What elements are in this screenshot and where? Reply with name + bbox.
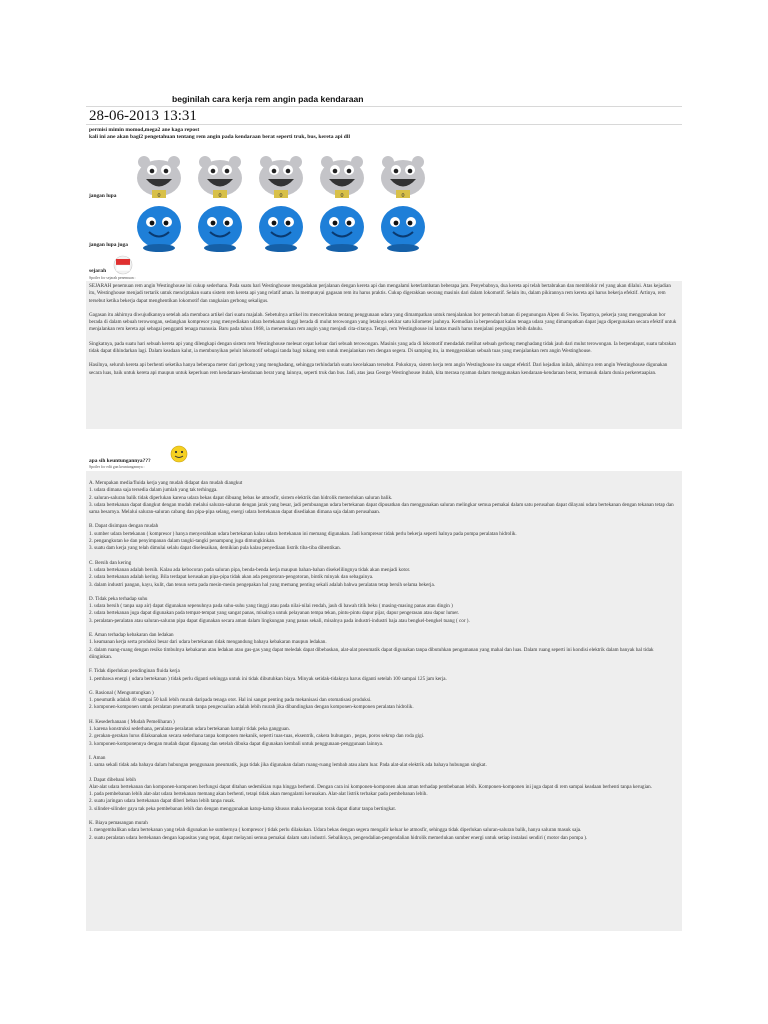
- benefit-item: 3. peralatan-peralatan atau saluran-saluran pipa dapat digunakan secara aman dalam lingkungan yang panas sekali, misalnya pada industri-industri baja atau bengkel-bengkel tuang ( cor ).: [89, 617, 470, 624]
- benefit-item: 3. udara bertekanan dapat diangkut dengan mudah melalui saluran-saluran dengan jarak yang besar, jadi pembuangan udara bertekanan dapat dipusatkan dan menggunakan saluran melingkar semua pemakai dalam satu perusahan dapat dilayani udara bertekanan dengan tekanan tetap dan sama besarnya. Melalui saluran-saluran cabang dan pipa-pipa selang, energi udara bertekanan dapat disediakan dimana saja dalam perusahaan.: [89, 501, 674, 516]
- flag-icon: [110, 254, 136, 276]
- emote-badge: 0: [401, 193, 405, 199]
- benefit-item: 1. karena konstruksi sederhana, peralatan-peralatan udara bertekanan hampir tidak peka gangguan.: [89, 726, 290, 733]
- benefit-item: 1. pembawa energi ( udara bertekanan ) tidak perlu diganti sehingga untuk ini tidak dibutuhkan biaya. Minyak setidak-tidaknya harus diganti setelah 100 sampai 125 jam kerja.: [89, 675, 447, 682]
- benefit-heading: E. Aman terhadap kebakaran dan ledakan: [89, 632, 174, 639]
- paragraph: SEJARAH penemuan rem angin Westinghouse ini cukup sederhana. Pada suatu hari Westinghouse mengadakan perjalanan dengan kereta api dan mengalami keterlambatan beberapa jam. Penyebabnya, dua kereta api telah bertabrakan dan memblokir rel yang akan dilalui. Atas kejadian itu, Westinghouse menjadi tertarik untuk menciptakan suatu sistem rem kereta api yang relatif aman. Ia mempunyai gagasan rem itu harus praktis. Cukup digerakkan seorang masinis dari dalam lokomotif. Selain itu, dalam pikirannya rem kereta api harus bekerja efektif. Artinya, rem tersebut ketika bekerja dapat menghentikan lokomotif dan rangkaian gerbong sekaligus.: [89, 283, 671, 304]
- emote-badge: 0: [218, 193, 222, 199]
- benefit-item: 1. mengembalikan udara bertekanan yang telah digunakan ke sumbernya ( kompresor ) tidak perlu dilakukan. Udara bekas dengan segera mengalir keluar ke atmosfir, sehingga tidak diperlukan saluran-saluran balik, hanya saluran masuk saja.: [89, 827, 582, 834]
- spoiler-label-sejarah[interactable]: Spoiler for sejarah penemuan :: [89, 276, 136, 280]
- gray-grin-emote-icon: [256, 148, 306, 200]
- benefit-item: 1. sumber udara bertekanan ( kompresor ) hanya menyerahkan udara bertekanan kalau udara bertekanan ini memang digunakan. Jadi kompresor tidak perlu bekerja seperti halnya pada pompa peralatan hidrolik.: [89, 530, 517, 537]
- benefit-item: 1. pneumatik adalah 40 sampai 50 kali lebih murah daripada tenaga otot. Hal ini sangat penting pada mekanisasi dan otomatisasi produksi.: [89, 697, 372, 704]
- blue-smile-emote-icon: [256, 200, 306, 252]
- benefit-item: 2. pengangkutan ke dan penyimpanan dalam tangki-tangki penampung juga dimungkinkan.: [89, 538, 276, 545]
- benefit-heading: G. Rasional ( Menguntungkan ): [89, 689, 154, 696]
- benefits-list: [89, 480, 677, 842]
- gray-grin-emote-icon: [378, 148, 428, 200]
- blue-smile-emote-icon: [378, 200, 428, 252]
- benefit-item: 3. silinder-silinder gaya tak peka pembebanan lebih dan dengan menggunakan katup-katup khusus maka kecepatan torak dapat diatur tanpa bertingkat.: [89, 805, 397, 812]
- benefit-item: 3. suatu dam kerja yang telah dimulai selalu dapat diselesaikan, demikian pula kalau penyediaan listrik tiba-tiba dihentikan.: [89, 545, 341, 552]
- divider: [86, 124, 682, 125]
- spoiler-label-keuntungan[interactable]: Spoiler for edit gan keuntungannya :: [89, 465, 145, 469]
- blue-smile-emote-icon: [195, 200, 245, 252]
- emote-badge: 0: [157, 193, 161, 199]
- blue-smile-emote-icon: [317, 200, 367, 252]
- benefit-item: 1. udara dimana saja tersedia dalam jumlah yang tak terhingga.: [89, 487, 218, 494]
- emote-badge: 0: [279, 193, 283, 199]
- benefit-heading: A. Merupakan media/fluida kerja yang mudah didapat dan mudah diangkut: [89, 480, 243, 486]
- benefit-item: 3. komponen-komponennya dengan mudah dapat dipasang dan setelah dibuka dapat digunakan kembali untuk penggunaan-penggunaan lainnya.: [89, 740, 384, 747]
- benefit-item: 2. gerakan-gerakan lurus dilaksanakan secara sederhana tanpa komponen mekanik, seperti tuas-tuas, eksentrik, cakera bubungan , pegas, poros sekrup dan roda gigi.: [89, 733, 425, 740]
- benefit-heading: K. Biaya pemasangan murah: [89, 819, 148, 826]
- benefit-heading: B. Dapat disimpan dengan mudah: [89, 523, 159, 530]
- row-label-blue: jangan lupa juga: [89, 242, 128, 248]
- section-caption-sejarah: sejarah: [89, 268, 107, 274]
- benefit-item: 1. udara bersih ( tanpa uap air) dapat digunakan sepenuhnya pada suhu-suhu yang tinggi atau pada nilai-nilai rendah, jauh di bawah titik beku ( masing-masing panas atau dingin ): [89, 603, 453, 610]
- benefit-item: 3. dalam industri pangan, kayu, kulit, dan tenun serta pada mesin-mesin pengepakan hal yang memang penting sekali adalah bahwa peralatan tetap bersih selama bekerja.: [89, 581, 435, 588]
- gray-grin-emote-icon: [195, 148, 245, 200]
- benefit-heading: C. Bersih dan kering: [89, 559, 132, 566]
- benefit-item: 2. udara bertekanan adalah kering. Bila terdapat kerusakan pipa-pipa tidak akan ada pengotoran-pengotoran, bintik minyak dan sebagainya.: [89, 574, 374, 581]
- intro-line-2: kali ini ane akan bagi2 pengetahuan tentang rem angin pada kendaraan berat seperti truk, bus, kereta api dll: [89, 134, 351, 140]
- benefit-item: 2. saluran-saluran balik tidak diperlukan karena udara bekas dapat dibuang bebas ke atmosfir, sistem elektrik dan hidrolik memerlukan saluran balik.: [89, 494, 393, 501]
- emote-badge: 0: [340, 193, 344, 199]
- sejarah-text: [89, 283, 677, 377]
- page-heading: beginilah cara kerja rem angin pada kendaraan: [172, 94, 364, 104]
- paragraph: Hasilnya, seluruh kereta api berhenti seketika hanya beberapa meter dari gerbong yang menghadang, sehingga terhindarlah suatu kecelakaan tersebut. Pokoknya, sistem kerja rem angin Westinghouse itu sangat efektif. Dari kejadian inilah, akhirnya rem angin Westinghouse digunakan secara luas, baik untuk kereta api maupun untuk keperluan rem kendaraan-kendaraan berat yang lainnya, seperti truk dan bus. Jadi, atas jasa George Westinghouse itulah, kita merasa nyaman dalam menggunakan kendaraan-kendaraan berat, termasuk dalam dunia perkeretaapian.: [89, 362, 668, 376]
- gray-emote-row: [134, 148, 428, 200]
- benefit-heading: H. Kesederhanaan ( Mudah Pemeliharan ): [89, 718, 175, 725]
- gray-grin-emote-icon: [134, 148, 184, 200]
- benefit-heading: F. Tidak diperlukan pendinginan fluida kerja: [89, 668, 180, 675]
- divider: [86, 106, 682, 107]
- section-caption-keuntungan: apa sih keuntungannya???: [89, 458, 151, 464]
- benefit-heading: D. Tidak peka terhadap suhu: [89, 595, 148, 602]
- row-label-gray: jangan lupa: [89, 193, 117, 199]
- paragraph: Gagasan itu akhirnya diwujudkannya setelah ada membaca artikel dari suatu majalah. Sebetulnya artikel itu menceritakan tentang penggunaan udara yang dimampatkan untuk menjalankan bor pemecah batuan di pegunungan Alpen di Swiss. Tepatnya, pekerja yang menggunakan bor berada di dalam sebuah terowongan, sedangkan kompresor yang menyediakan udara bertekanan tinggi berada di mulut terowongan yang letaknya sekitar satu kilometer jauhnya. Kemudian ia berpendapat kalau tenaga udara yang dimampatkan dapat juga dipergunakan secara efektif untuk menjalankan rem kereta api sebagai pengganti tenaga manusia. Baru pada tahun 1868, ia menemukan rem angin yang menjadi cita-citanya. Tetapi, rem Westinghouse ini lantas masih harus menjalani pengujian lebih dahulu.: [89, 311, 677, 333]
- benefit-item: 2. komponen-komponen untuk peralatan pneumatik tanpa pengecualian adalah lebih murah jika dibandingkan dengan komponen-komponen peralatan hidrolik.: [89, 704, 414, 711]
- benefit-item: 2. suatu peralatan udara bertekanan dengan kapasitas yang tepat, dapat melayani semua pemakai dalam satu industri. Sebaliknya, pengendalian-pengendalian hidrolik memerlukan sumber energi untuk setiap instalasi sendiri ( motor dan pompa ).: [89, 834, 588, 841]
- benefit-item: 2. dalam ruang-ruang dengan resiko timbulnya kebakaran atau ledakan atau gas-gas yang dapat meledak dapat dibebaskan, alat-alat pneumatik dapat digunakan tanpa dibutuhkan pengamanan yang mahal dan luas. Dalam ruang seperti ini kondisi elektrik dalam banyak hal tidak diinginkan.: [89, 646, 654, 660]
- benefit-item: 2. udara bertekanan juga dapat digunakan pada tempat-tempat yang sangat panas, misalnya untuk pelayanan tempa tekan, pintu-pintu dapur pijar, dapur pengerasan atau dapur lumer.: [89, 610, 460, 617]
- benefit-item: 1. sama sekali tidak ada bahaya dalam hubungan penggunaan pneumatik, juga tidak jika digunakan dalam ruang-ruang lembab atau alam luar. Pada alat-alat elektrik ada bahaya hubungan singkat.: [89, 762, 487, 769]
- paragraph: Singkatnya, pada suatu hari sebuah kereta api yang dilengkapi dengan sistem rem Westinghouse melesat cepat keluar dari sebuah terowongan. Masinis yang ada di lokomotif mendadak melihat sebuah gerbong menghadang tidak jauh dari mulut terowongan. Ia berpendapat, suatu tabrakan tidak dapat dihindarkan lagi. Dalam keadaan kalut, ia membunyikan peluit lokomotif sebagai tanda bagi tukang rem untuk menjalankan rem dengan segera. Di samping itu, ia menggerakkan sebuah tuas yang menjalankan rem angin Westinghouse.: [89, 340, 676, 355]
- blue-emote-row: [134, 200, 428, 252]
- benefit-heading: I. Aman: [89, 754, 106, 761]
- benefit-item: 1. udara bertekanan adalah bersih. Kalau ada kebocoran pada saluran pipa, benda-benda kerja maupun bahan-bahan disekelilingnya tidak akan menjadi kotor.: [89, 566, 411, 573]
- benefit-item: 1. pada pembebanan lebih alat-alat udara bertekanan memang akan berhenti, tetapi tidak akan mengalami kerusakan. Alat-alat listrik terbakar pada pembebanan lebih.: [89, 791, 428, 798]
- benefit-item: 2. suatu jaringan udara bertekanan dapat diberi beban lebih tanpa rusak.: [89, 798, 236, 805]
- benefit-item: Alat-alat udara bertekanan dan komponen-komponen berfungsi dapat ditahan sedemikian rupa hingga berhenti. Dengan cara ini komponen-komponen akan aman terhadap pembebanan lebih. Komponen-komponen ini juga dapat di rem sampai keadaan berhenti tanpa kerugian.: [89, 783, 652, 790]
- blue-smile-emote-icon: [134, 200, 184, 252]
- gray-grin-emote-icon: [317, 148, 367, 200]
- intro-line-1: permisi mimin momod,mega2 ane kaga repost: [89, 127, 200, 133]
- benefit-item: 1. keamanan kerja serta produksi besar dari udara bertekanan tidak mengandung bahaya kebakaran maupun ledakan.: [89, 639, 327, 646]
- smiley-icon: [170, 445, 188, 463]
- post-date: 28-06-2013 13:31: [89, 108, 197, 124]
- benefit-heading: J. Dapat dibebani lebih: [89, 776, 136, 783]
